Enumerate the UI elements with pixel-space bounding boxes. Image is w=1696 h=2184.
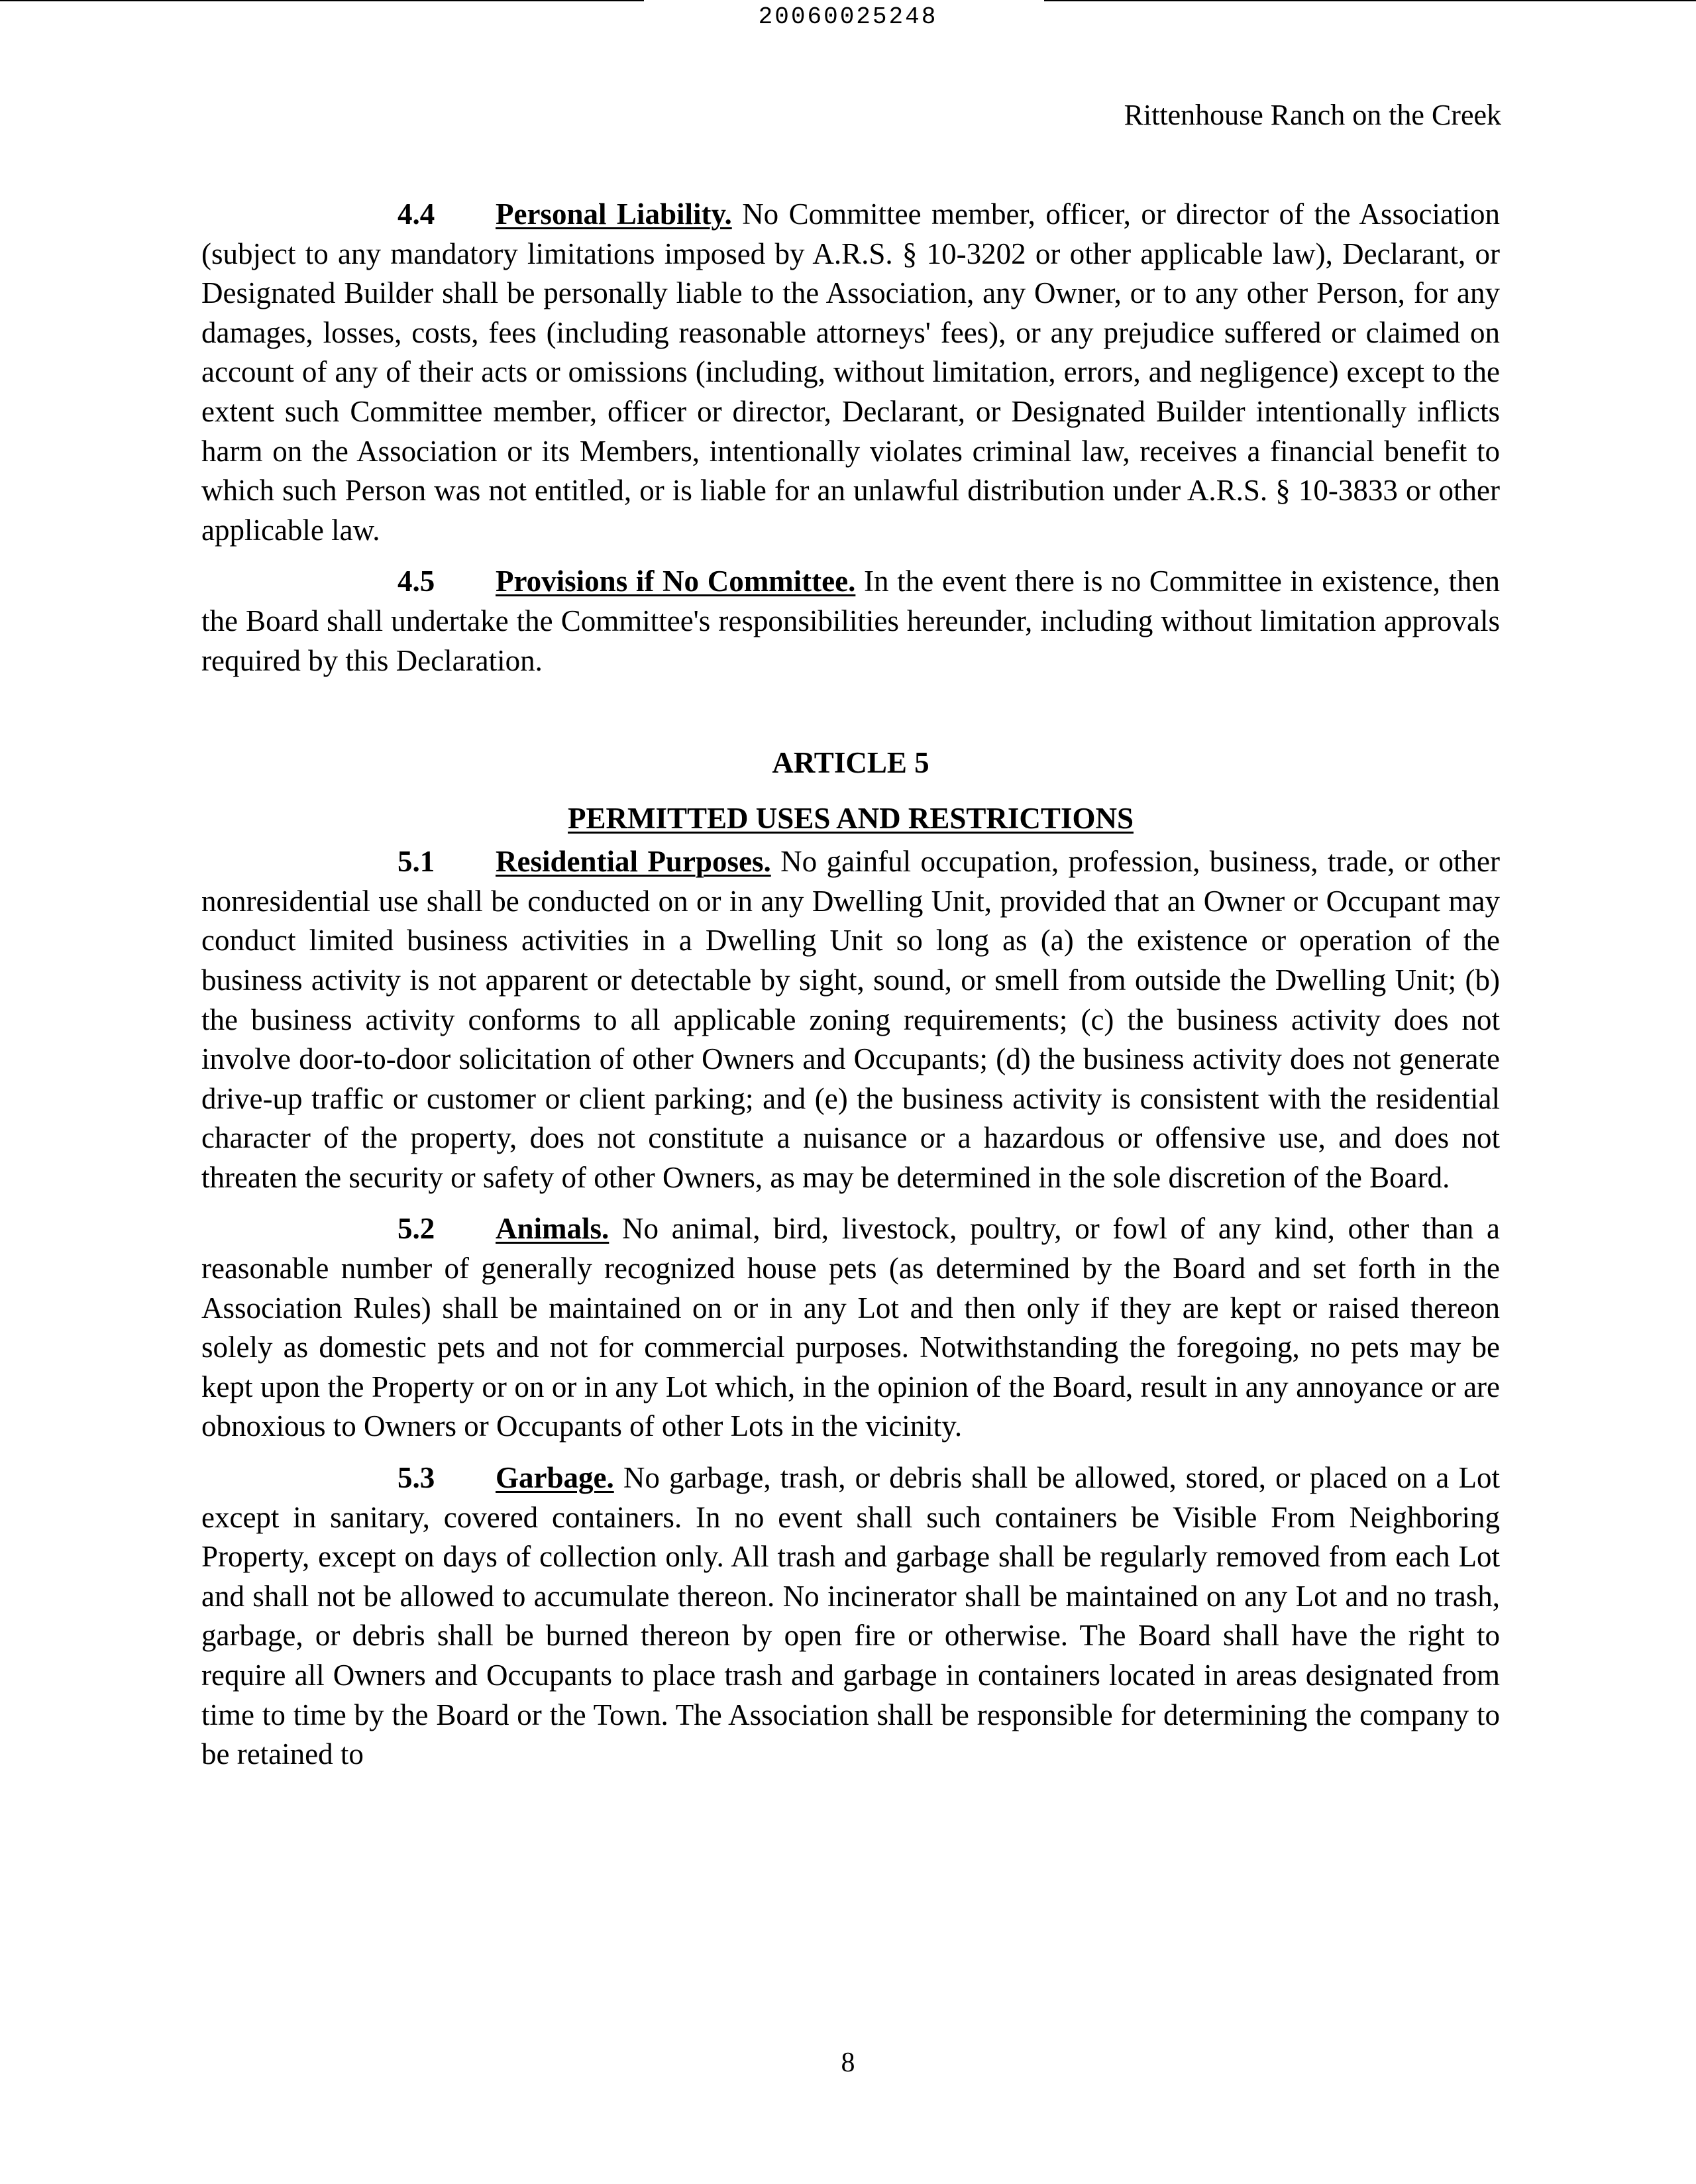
section-text: No Committee member, officer, or director of the Association (subject to any mandatory limitations imposed by A.R.S. § 10-3202 or other applicable law), Declarant, or Designated Builder shall be personally liable to the Association, any Owner, or to any other Person, for any damages, losses, costs, fees (including reasonable attorneys' fees), or any prejudice suffered or claimed on account of any of their acts or omissions (including, without limitation, errors, and negligence) except to the extent such Committee member, officer or director, Declarant, or Designated Builder intentionally inflicts harm on the Association or its Members, intentionally violates criminal law, receives a financial benefit to which such Person was not entitled, or is liable for an unlawful distribution under A.R.S. § 10-3833 or other applicable law. xyxy=(201,197,1501,547)
section-4-5 xyxy=(201,562,1500,681)
section-title: Garbage. xyxy=(496,1461,614,1495)
section-title: Provisions if No Committee. xyxy=(496,565,856,598)
running-header: Rittenhouse Ranch on the Creek xyxy=(1124,99,1501,131)
section-4-4 xyxy=(201,195,1500,550)
section-5-1 xyxy=(201,842,1500,1197)
section-text: No animal, bird, livestock, poultry, or fowl of any kind, other than a reasonable number of generally recognized house pets (as determined by the Board and set forth in the Association Rules) shall be maintained on or in any Lot and then only if they are kept or raised thereon solely as domestic pets and not for commercial purposes. Notwithstanding the foregoing, no pets may be kept upon the Property or on or in any Lot which, in the opinion of the Board, result in any annoyance or are obnoxious to Owners or Occupants of other Lots in the vicinity. xyxy=(201,1212,1500,1443)
section-number: 5.3 xyxy=(398,1461,435,1495)
section-text: In the event there is no Committee in existence, then the Board shall undertake the Committee's responsibilities hereunder, including without limitation approvals required by this Declaration. xyxy=(201,565,1500,677)
article-subheading: PERMITTED USES AND RESTRICTIONS xyxy=(568,802,1134,836)
section-text: No garbage, trash, or debris shall be allowed, stored, or placed on a Lot except in sanitary, covered containers. In no event shall such containers be Visible From Neighboring Property, except on days of collection only. All trash and garbage shall be regularly removed from each Lot and shall not be allowed to accumulate thereon. No incinerator shall be maintained on any Lot and no trash, garbage, or debris shall be burned thereon by open fire or otherwise. The Board shall have the right to require all Owners and Occupants to place trash and garbage in containers located in areas designated from time to time by the Board or the Town. The Association shall be responsible for determining the company to be retained to xyxy=(201,1461,1501,1771)
article-heading: ARTICLE 5 xyxy=(772,746,929,780)
document-number: 20060025248 xyxy=(758,3,938,30)
article-heading-block xyxy=(201,743,1500,838)
section-title: Animals. xyxy=(496,1212,610,1246)
section-title: Residential Purposes. xyxy=(496,845,771,879)
page-number: 8 xyxy=(841,2048,855,2078)
section-number: 5.2 xyxy=(398,1212,435,1246)
top-rule-right xyxy=(1044,0,1696,1)
section-number: 4.5 xyxy=(398,565,435,598)
section-title: Personal Liability. xyxy=(496,197,732,231)
section-number: 5.1 xyxy=(398,845,435,879)
section-number: 4.4 xyxy=(398,197,435,231)
section-5-2 xyxy=(201,1209,1500,1447)
top-rule-left xyxy=(0,0,644,1)
page-body xyxy=(201,195,1500,1786)
section-5-3 xyxy=(201,1458,1500,1774)
section-text: No gainful occupation, profession, business, trade, or other nonresidential use shall be conducted on or in any Dwelling Unit, provided that an Owner or Occupant may conduct limited business activities in a Dwelling Unit so long as (a) the existence or operation of the business activity is not apparent or detectable by sight, sound, or smell from outside the Dwelling Unit; (b) the business activity conforms to all applicable zoning requirements; (c) the business activity does not involve door-to-door solicitation of other Owners and Occupants; (d) the business activity does not generate drive-up traffic or customer or client parking; and (e) the business activity is consistent with the residential character of the property, does not constitute a nuisance or a hazardous or offensive use, and does not threaten the security or safety of other Owners, as may be determined in the sole discretion of the Board. xyxy=(201,845,1501,1194)
